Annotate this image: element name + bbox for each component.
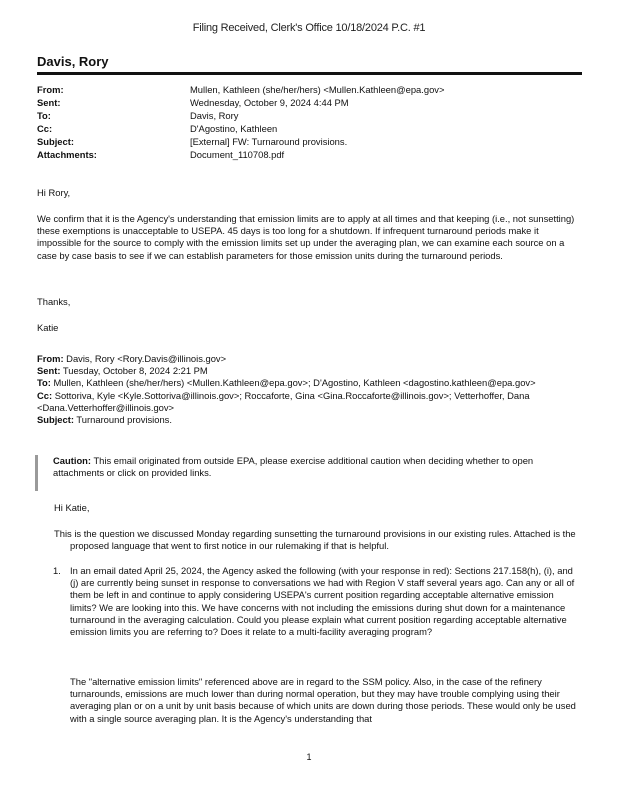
reply-signature: Katie: [37, 322, 59, 333]
fwd-to-label: To:: [37, 377, 51, 389]
fwd-subject-label: Subject:: [37, 414, 74, 426]
original-greeting: Hi Katie,: [54, 502, 90, 513]
filing-stamp: Filing Received, Clerk's Office 10/18/2024 P.C. #1: [192, 22, 426, 34]
fwd-from-value: Davis, Rory <Rory.Davis@illinois.gov>: [66, 353, 227, 364]
fwd-subject-value: Turnaround provisions.: [76, 414, 172, 426]
fwd-sent-value: Tuesday, October 8, 2024 2:21 PM: [62, 365, 208, 377]
fwd-from-row: [37, 353, 582, 365]
caution-label: Caution:: [53, 455, 92, 466]
page-number: 1: [306, 752, 312, 762]
forwarded-header: [37, 353, 582, 426]
external-sender-marker-icon: [34, 455, 40, 491]
from-label: From:: [37, 84, 64, 95]
fwd-cc-row: [37, 390, 582, 414]
subject-value: [External] FW: Turnaround provisions.: [190, 136, 348, 147]
attachment-link[interactable]: Document_110708.pdf: [190, 149, 285, 160]
fwd-cc-value: Sottoriva, Kyle <Kyle.Sottoriva@illinois.gov>; Roccaforte, Gina <Gina.Roccaforte@illinois.gov>; Vetterhoffer, Dana <Dana.Vetterhoffer@illinois.gov>: [37, 389, 530, 413]
original-intro: This is the question we discussed Monday regarding sunsetting the turnaround provisions in our existing rules. Attached is the proposed language that went to first notice in our rulemaking if that is helpful.: [54, 528, 576, 552]
cc-label: Cc:: [37, 123, 53, 134]
to-value: Davis, Rory: [190, 110, 239, 121]
subject-label: Subject:: [37, 136, 74, 147]
list-item-1-followup: The "alternative emission limits" referenced above are in regard to the SSM policy. Also, in the case of the refinery turnarounds, emissions are much lower than during normal operation, but they may have trouble complying using their averaging plan or on a unit by unit basis because of which units are down during those periods. These would only be used with a single source averaging plan. It is the Agency's understanding that: [70, 676, 576, 724]
list-item-1-number: 1.: [53, 565, 61, 576]
fwd-subject-row: [37, 414, 582, 426]
fwd-cc-label: Cc:: [37, 389, 53, 401]
list-item-1-text: In an email dated April 25, 2024, the Agency asked the following (with your response in red): Sections 217.158(h), (i), and (j) are currently being sunset in response to conversations we had with Region V staff several years ago. Can any or all of them be left in and continue to apply considering USEPA's current position regarding acceptable alternative emission limits? We are looking into this. We have concerns with not including the emissions during shut down for a maintenance turnaround in the averaging calculation. Could you please explain what current position regarding acceptable alternative emission limits you are referring to? Does it relate to a multi-facility averaging program?: [70, 565, 575, 638]
fwd-sent-row: [37, 365, 582, 377]
fwd-sent-label: Sent:: [37, 365, 61, 377]
reply-paragraph: We confirm that it is the Agency's understanding that emission limits are to apply at all times and that keeping (i.e., not sunsetting) these exemptions is unacceptable to USEPA. 45 days is too long for a shutdown. If infrequent turnaround periods make it impossible for the source to comply with the emission limits set up under the averaging plan, we can examine each source on a case by case basis to see if we can establish parameters for those emission units during the turnaround periods.: [37, 213, 575, 261]
fwd-to-row: [37, 377, 582, 389]
sent-label: Sent:: [37, 97, 61, 108]
caution-banner: [53, 455, 578, 479]
sender-name: Davis, Rory: [37, 54, 109, 69]
attachments-label: Attachments:: [37, 149, 97, 160]
header-rule: [37, 72, 582, 75]
fwd-to-value: Mullen, Kathleen (she/her/hers) <Mullen.Kathleen@epa.gov>; D'Agostino, Kathleen <dagostino.kathleen@epa.gov>: [53, 377, 536, 389]
fwd-from-label: From:: [37, 353, 64, 364]
to-label: To:: [37, 110, 51, 121]
caution-text: This email originated from outside EPA, please exercise additional caution when deciding whether to open attachments or click on provided links.: [53, 455, 534, 479]
cc-value: D'Agostino, Kathleen: [190, 123, 278, 134]
sent-value: Wednesday, October 9, 2024 4:44 PM: [190, 97, 349, 108]
reply-greeting: Hi Rory,: [37, 187, 71, 198]
reply-thanks: Thanks,: [37, 296, 71, 307]
from-value: Mullen, Kathleen (she/her/hers) <Mullen.Kathleen@epa.gov>: [190, 84, 445, 95]
